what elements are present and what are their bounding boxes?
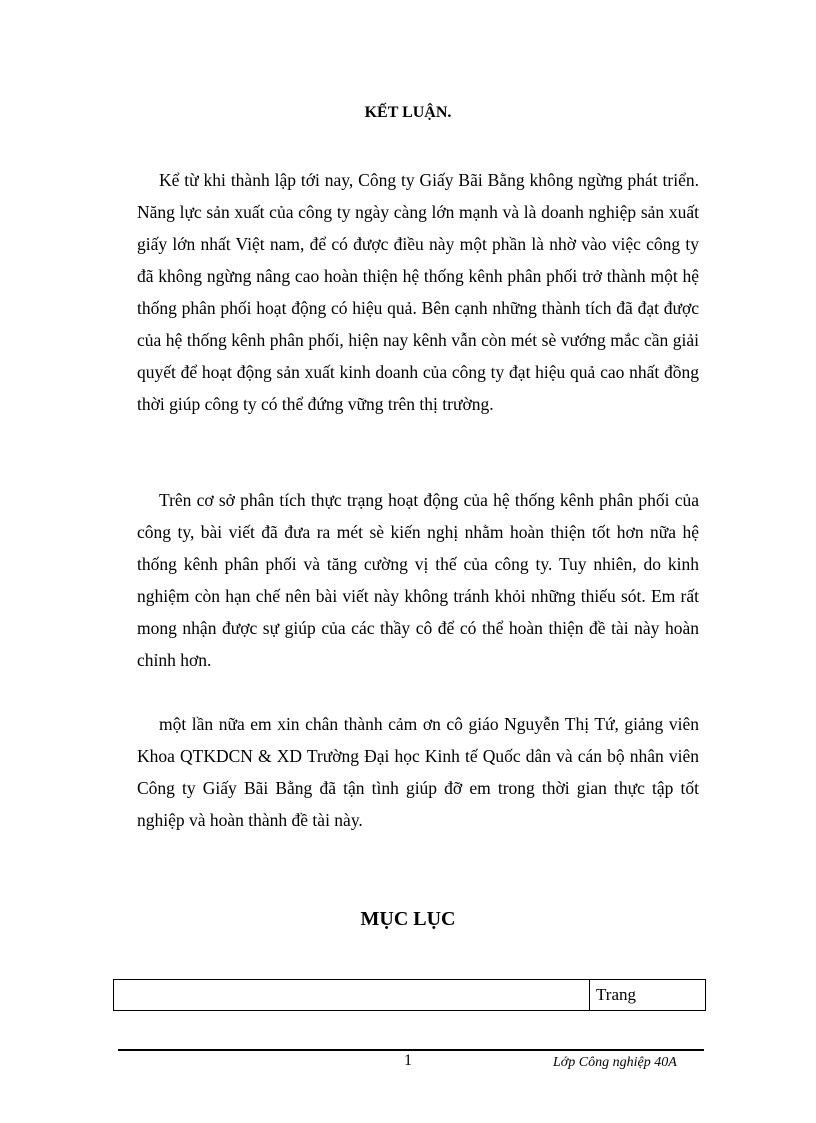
conclusion-paragraph-3: một lần nữa em xin chân thành cảm ơn cô giáo Nguyễn Thị Tứ, giảng viên Khoa QTKDCN & XD Trường Đại học Kinh tế Quốc dân và cán bộ nhân viên Công ty Giấy Bãi Bằng đã tận tình giúp đỡ em trong thời gian thực tập tốt nghiệp và hoàn thành đề tài này. (137, 714, 699, 830)
footer-divider (118, 1049, 704, 1051)
toc-header-content-cell (114, 980, 590, 1011)
toc-header-row (114, 980, 706, 1011)
page-number: 1 (404, 1052, 412, 1069)
conclusion-paragraph-1: Kể từ khi thành lập tới nay, Công ty Giấy Bãi Bằng không ngừng phát triển. Năng lực sản xuất của công ty ngày càng lớn mạnh và là doanh nghiệp sản xuất giấy lớn nhất Việt nam, để có được điều này một phần là nhờ vào việc công ty đã không ngừng nâng cao hoàn thiện hệ thống kênh phân phối trở thành một hệ thống phân phối hoạt động có hiệu quả. Bên cạnh những thành tích đã đạt được của hệ thống kênh phân phối, hiện nay kênh vẫn còn mét sè vướng mắc cần giải quyết để hoạt động sản xuất kinh doanh của công ty đạt hiệu quả cao nhất đồng thời giúp công ty có thể đứng vững trên thị trường. (137, 170, 699, 414)
conclusion-paragraph-2: Trên cơ sở phân tích thực trạng hoạt động của hệ thống kênh phân phối của công ty, bài viết đã đưa ra mét sè kiến nghị nhằm hoàn thiện tốt hơn nữa hệ thống kênh phân phối và tăng cường vị thế của công ty. Tuy nhiên, do kinh nghiệm còn hạn chế nên bài viết này không tránh khỏi những thiếu sót. Em rất mong nhận được sự giúp của các thầy cô để có thể hoàn thiện đề tài này hoàn chỉnh hơn. (137, 490, 699, 670)
toc-header-page-cell: Trang (590, 980, 706, 1011)
conclusion-title: KẾT LUẬN. (364, 104, 452, 121)
toc-title: MỤC LỤC (360, 908, 456, 930)
toc-table (113, 979, 706, 1011)
footer-class-name: Lớp Công nghiệp 40A (553, 1055, 677, 1070)
